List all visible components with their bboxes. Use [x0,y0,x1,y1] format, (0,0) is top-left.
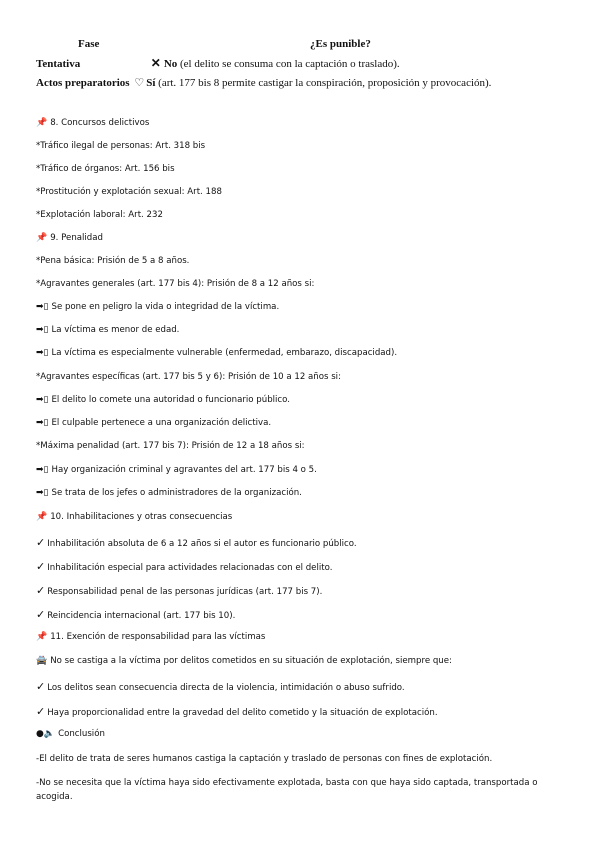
table-row [36,56,400,71]
list-item: *Agravantes específicas (art. 177 bis 5 y 6): Prisión de 10 a 12 años si: [36,372,341,382]
police-icon: 🚔 [36,656,48,666]
arrow-box-icon: ➡▯ [36,325,49,335]
paragraph: -No se necesita que la víctima haya sido efectivamente explotada, basta con que haya sido captada, transportada o [36,778,538,788]
arrow-box-icon: ➡▯ [36,395,49,405]
column-header-fase: Fase [78,38,100,50]
pushpin-icon: 📌 [36,118,48,128]
section-heading: 📌 10. Inhabilitaciones y otras consecuencias [36,512,233,522]
section-heading: ●🔈 Conclusión [36,729,105,739]
answer-label: No [163,58,178,70]
speaker-icon: ●🔈 [36,729,56,739]
list-item: *Tráfico de órganos: Art. 156 bis [36,164,175,174]
list-item: *Tráfico ilegal de personas: Art. 318 bis [36,141,206,151]
list-item: ➡▯ La víctima es menor de edad. [36,325,180,335]
answer-label: Sí [146,77,156,89]
list-item: 🚔 No se castiga a la víctima por delitos cometidos en su situación de explotación, siempre que: [36,656,452,666]
check-icon: ✓ [36,584,46,597]
list-item: ➡▯ Se trata de los jefes o administradores de la organización. [36,488,302,498]
section-heading: 📌 11. Exención de responsabilidad para las víctimas [36,632,266,642]
paragraph: -El delito de trata de seres humanos castiga la captación y traslado de personas con fines de explotación. [36,754,493,764]
check-icon: ✓ [36,608,46,621]
column-header-punible: ¿Es punible? [310,38,371,50]
list-item: ✓ Inhabilitación absoluta de 6 a 12 años si el autor es funcionario público. [36,536,357,549]
arrow-box-icon: ➡▯ [36,302,49,312]
check-icon: ✓ [36,705,46,718]
answer-detail: (art. 177 bis 8 permite castigar la conspiración, proposición y provocación). [155,77,492,89]
check-icon: ✓ [36,560,46,573]
pushpin-icon: 📌 [36,632,48,642]
pushpin-icon: 📌 [36,233,48,243]
paragraph: acogida. [36,792,73,802]
list-item: *Agravantes generales (art. 177 bis 4): Prisión de 8 a 12 años si: [36,279,315,289]
fase-label: Actos preparatorios [36,77,130,89]
table-row [36,76,491,89]
list-item: ✓ Haya proporcionalidad entre la gravedad del delito cometido y la situación de explotación. [36,705,438,718]
list-item: ➡▯ Hay organización criminal y agravantes del art. 177 bis 4 o 5. [36,465,317,475]
list-item: ✓ Los delitos sean consecuencia directa de la violencia, intimidación o abuso sufrido. [36,680,405,693]
list-item: ➡▯ Se pone en peligro la vida o integridad de la víctima. [36,302,280,312]
list-item: ➡▯ El delito lo comete una autoridad o funcionario público. [36,395,290,405]
list-item: *Prostitución y explotación sexual: Art. 188 [36,187,222,197]
arrow-box-icon: ➡▯ [36,465,49,475]
cross-mark-icon: ✕ [150,56,161,70]
list-item: ✓ Responsabilidad penal de las personas jurídicas (art. 177 bis 7). [36,584,323,597]
pushpin-icon: 📌 [36,512,48,522]
list-item: *Explotación laboral: Art. 232 [36,210,163,220]
list-item: *Pena básica: Prisión de 5 a 8 años. [36,256,190,266]
list-item: *Máxima penalidad (art. 177 bis 7): Prisión de 12 a 18 años si: [36,441,305,451]
fase-label: Tentativa [36,58,81,70]
section-heading: 📌 8. Concursos delictivos [36,118,150,128]
heart-icon: ♡ [134,77,145,89]
list-item: ✓ Reincidencia internacional (art. 177 bis 10). [36,608,236,621]
answer-detail: (el delito se consuma con la captación o traslado). [177,58,400,70]
section-heading: 📌 9. Penalidad [36,233,103,243]
arrow-box-icon: ➡▯ [36,348,49,358]
check-icon: ✓ [36,536,46,549]
list-item: ➡▯ El culpable pertenece a una organización delictiva. [36,418,272,428]
check-icon: ✓ [36,680,46,693]
arrow-box-icon: ➡▯ [36,418,49,428]
list-item: ✓ Inhabilitación especial para actividades relacionadas con el delito. [36,560,333,573]
list-item: ➡▯ La víctima es especialmente vulnerable (enfermedad, embarazo, discapacidad). [36,348,398,358]
arrow-box-icon: ➡▯ [36,488,49,498]
